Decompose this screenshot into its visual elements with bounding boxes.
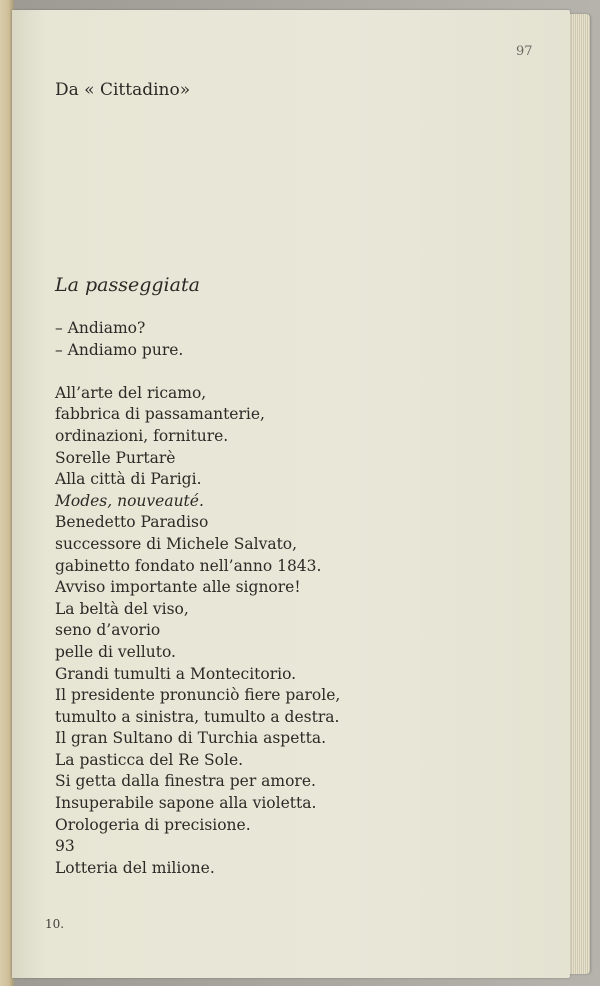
- poem-line: successore di Michele Salvato,: [55, 534, 298, 553]
- poem-line: Il presidente pronunciò fiere parole,: [55, 686, 341, 705]
- page-number: 97: [516, 44, 533, 59]
- poem-line: Il gran Sultano di Turchia aspetta.: [55, 729, 327, 748]
- poem-line: La pasticca del Re Sole.: [55, 750, 244, 769]
- poem-lines: [55, 383, 340, 880]
- poem-line: All’arte del ricamo,: [55, 383, 207, 402]
- poem-line: Orologeria di precisione.: [55, 815, 251, 834]
- dialogue-line: – Andiamo pure.: [55, 340, 184, 359]
- stanza-gap: [55, 361, 340, 383]
- poem-line: Insuperabile sapone alla violetta.: [55, 794, 317, 813]
- poem-line: Modes, nouveauté.: [55, 491, 204, 510]
- poem-body: [55, 318, 340, 879]
- section-title: Da « Cittadino»: [55, 80, 191, 100]
- poem-line: seno d’avorio: [55, 621, 161, 640]
- signature-mark: 10.: [45, 917, 65, 931]
- poem-line: Si getta dalla finestra per amore.: [55, 772, 316, 791]
- page-stack-edge: [568, 14, 590, 974]
- poem-line: Benedetto Paradiso: [55, 513, 209, 532]
- poem-line: Avviso importante alle signore!: [55, 578, 301, 597]
- dialogue-line: – Andiamo?: [55, 319, 146, 337]
- poem-line: fabbrica di passamanterie,: [55, 405, 265, 424]
- poem-line: 93: [55, 837, 75, 856]
- poem-line: La beltà del viso,: [55, 599, 189, 618]
- poem-line: gabinetto fondato nell’anno 1843.: [55, 556, 322, 575]
- poem-line: Sorelle Purtarè: [55, 448, 176, 467]
- poem-line: Lotteria del milione.: [55, 858, 215, 877]
- poem-line: pelle di velluto.: [55, 642, 176, 661]
- poem-line: tumulto a sinistra, tumulto a destra.: [55, 707, 340, 726]
- poem-line: Grandi tumulti a Montecitorio.: [55, 664, 297, 683]
- poem-title: La passeggiata: [55, 274, 200, 296]
- poem-line: ordinazioni, forniture.: [55, 426, 229, 445]
- poem-line: Alla città di Parigi.: [55, 470, 202, 489]
